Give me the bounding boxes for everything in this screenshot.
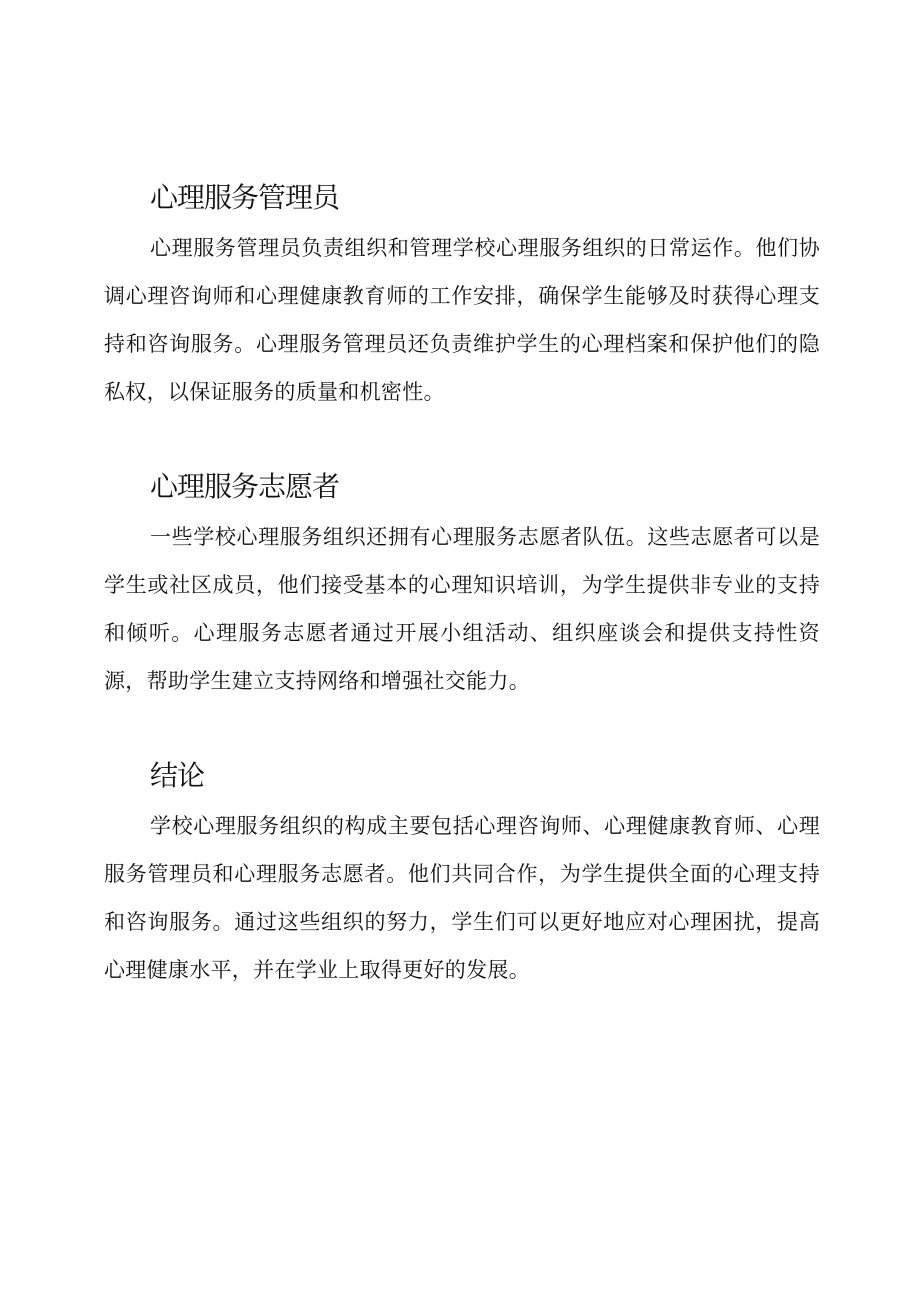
section-title: 结论 bbox=[150, 759, 205, 792]
section-conclusion bbox=[104, 750, 820, 994]
section-title: 心理服务志愿者 bbox=[150, 470, 340, 503]
section-administrator bbox=[104, 172, 820, 416]
section-title: 心理服务管理员 bbox=[150, 181, 340, 214]
section-paragraph: 心理服务管理员负责组织和管理学校心理服务组织的日常运作。他们协调心理咨询师和心理健康教育师的工作安排，确保学生能够及时获得心理支持和咨询服务。心理服务管理员还负责维护学生的心理档案和保护他们的隐私权，以保证服务的质量和机密性。 bbox=[104, 236, 820, 404]
document-page bbox=[104, 172, 820, 994]
section-paragraph: 学校心理服务组织的构成主要包括心理咨询师、心理健康教育师、心理服务管理员和心理服务志愿者。他们共同合作，为学生提供全面的心理支持和咨询服务。通过这些组织的努力，学生们可以更好地应对心理困扰，提高心理健康水平，并在学业上取得更好的发展。 bbox=[104, 814, 820, 982]
section-volunteer bbox=[104, 461, 820, 705]
section-paragraph: 一些学校心理服务组织还拥有心理服务志愿者队伍。这些志愿者可以是学生或社区成员，他们接受基本的心理知识培训，为学生提供非专业的支持和倾听。心理服务志愿者通过开展小组活动、组织座谈会和提供支持性资源，帮助学生建立支持网络和增强社交能力。 bbox=[104, 525, 820, 693]
